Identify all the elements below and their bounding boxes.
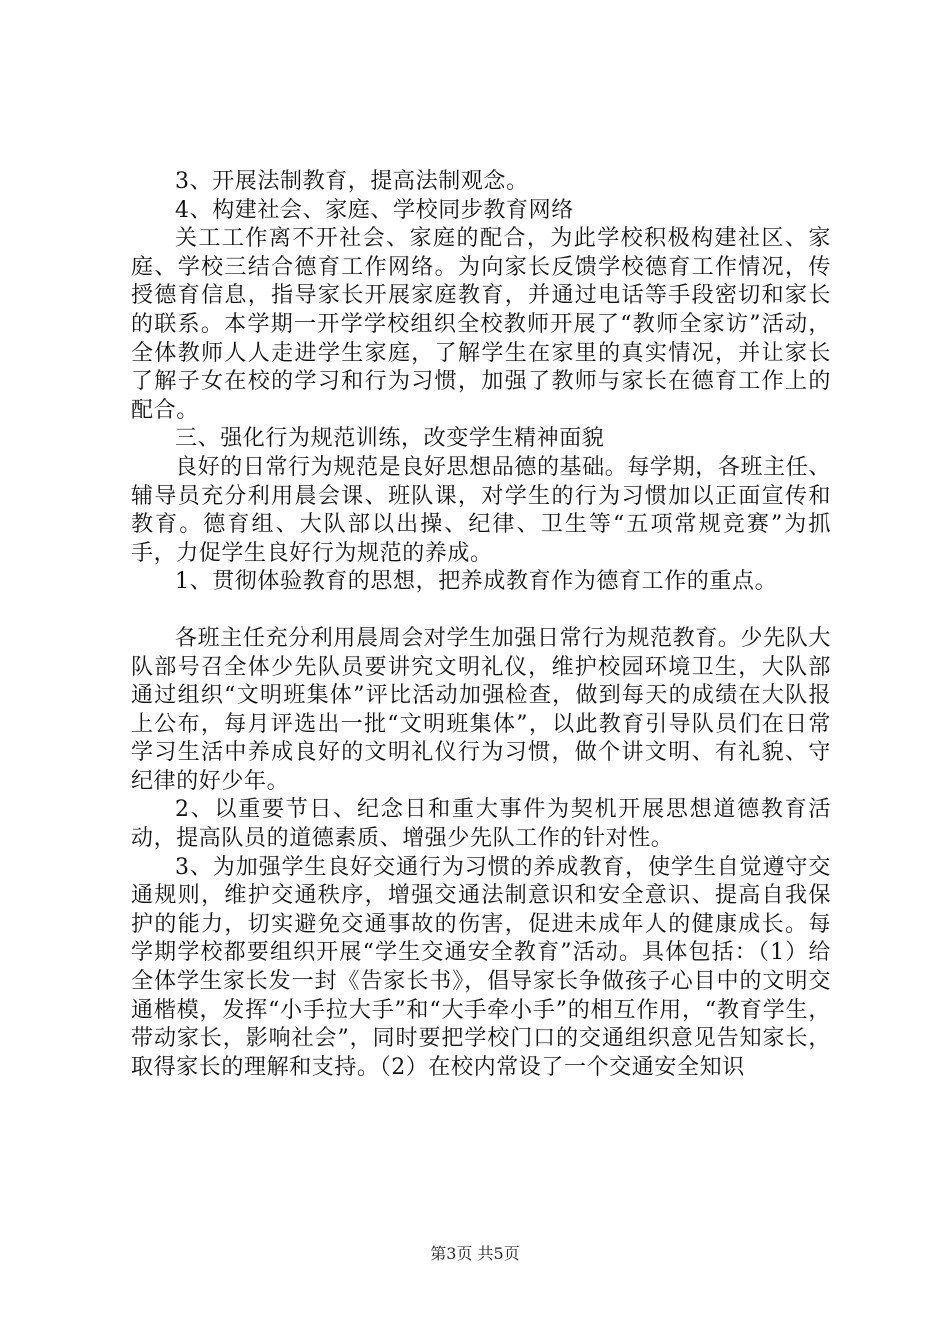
paragraph-item-3-traffic-safety: 3、为加强学生良好交通行为习惯的养成教育，使学生自觉遵守交通规则，维护交通秩序，增强交通法制意识和安全意识、提高自我保护的能力，切实避免交通事故的伤害，促进未成年人的健康成长。每学期学校都要组织开展“学生交通安全教育”活动。具体包括：（1）给全体学生家长发一封《告家长书》，倡导家长争做孩子心目中的文明交通楷模，发挥“小手拉大手”和“大手牵小手”的相互作用，“教育学生，带动家长，影响社会”，同时要把学校门口的交通组织意见告知家长，取得家长的理解和支持。（2）在校内常设了一个交通安全知识	[131, 854, 831, 1080]
paragraph-behavior-norms: 良好的日常行为规范是良好思想品德的基础。每学期，各班主任、辅导员充分利用晨会课、班队课，对学生的行为习惯加以正面宣传和教育。德育组、大队部以出操、纪律、卫生等“五项常规竞赛”为抓手，力促学生良好行为规范的养成。	[131, 454, 831, 566]
paragraph-cooperation: 关工工作离不开社会、家庭的配合，为此学校积极构建社区、家庭、学校三结合德育工作网络。为向家长反馈学校德育工作情况，传授德育信息，指导家长开展家庭教育，并通过电话等手段密切和家长的联系。本学期一开学学校组织全校教师开展了“教师全家访”活动，全体教师人人走进学生家庭，了解学生在家里的真实情况，并让家长了解子女在校的学习和行为习惯，加强了教师与家长在德育工作上的配合。	[131, 226, 831, 423]
section-heading-3: 三、强化行为规范训练，改变学生精神面貌	[175, 426, 605, 452]
paragraph-item-1-experience-education: 1、贯彻体验教育的思想，把养成教育作为德育工作的重点。	[175, 569, 778, 595]
paragraph-item-2-festivals: 2、以重要节日、纪念日和重大事件为契机开展思想道德教育活动，提高队员的道德素质、增强少先队工作的针对性。	[131, 797, 831, 852]
page-number-footer: 第3页 共5页	[430, 1244, 520, 1263]
paragraph-class-teachers: 各班主任充分利用晨周会对学生加强日常行为规范教育。少先队大队部号召全体少先队员要讲究文明礼仪，维护校园环境卫生，大队部通过组织“文明班集体”评比活动加强检查，做到每天的成绩在大队报上公布，每月评选出一批“文明班集体”，以此教育引导队员们在日常学习生活中养成良好的文明礼仪行为习惯，做个讲文明、有礼貌、守纪律的好少年。	[131, 625, 831, 794]
paragraph-item-3-legal-education: 3、开展法制教育，提高法制观念。	[175, 169, 529, 194]
document-body	[131, 168, 831, 1082]
paragraph-item-4-education-network: 4、构建社会、家庭、学校同步教育网络	[175, 197, 574, 223]
